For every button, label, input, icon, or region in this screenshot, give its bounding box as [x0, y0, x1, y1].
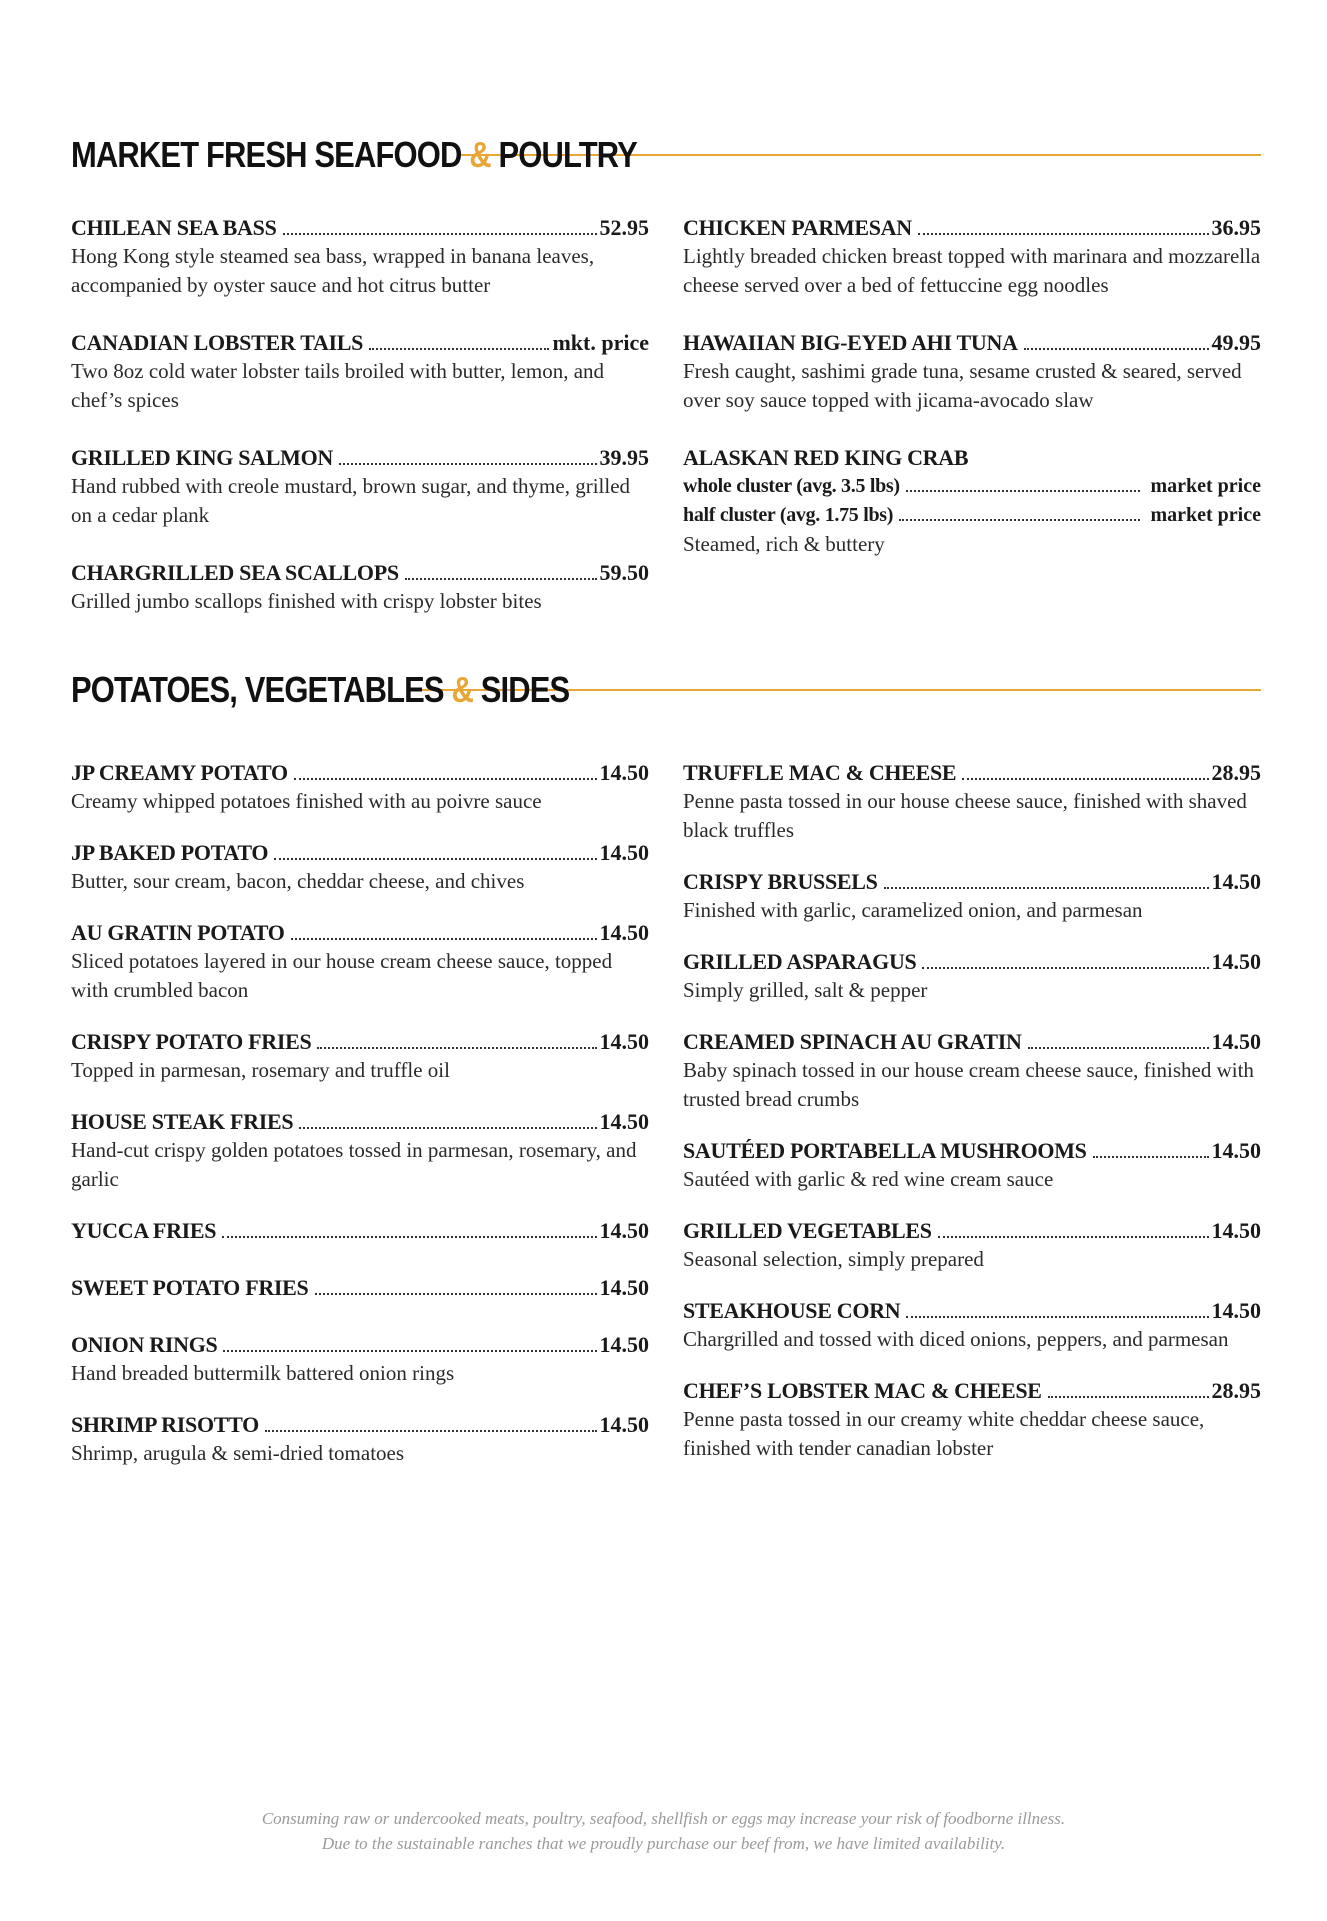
item-name: HAWAIIAN BIG-EYED AHI TUNA: [683, 330, 1018, 355]
item-price: 49.95: [1211, 330, 1261, 355]
item-description: Finished with garlic, caramelized onion, and parmesan: [683, 898, 1143, 922]
item-description: Hand-cut crispy golden potatoes tossed in parmesan, rosemary, and garlic: [71, 1138, 637, 1191]
leader-dots: [1024, 348, 1209, 350]
leader-dots: [369, 348, 549, 350]
item-price: mkt. price: [552, 330, 649, 355]
menu-item: [71, 1107, 649, 1194]
item-price: 14.50: [1211, 949, 1261, 974]
leader-dots: [291, 938, 597, 940]
menu-item-king-crab: [683, 443, 1261, 559]
item-name: AU GRATIN POTATO: [71, 920, 285, 945]
item-description: Hand rubbed with creole mustard, brown sugar, and thyme, grilled on a cedar plank: [71, 474, 631, 527]
leader-dots: [405, 578, 597, 580]
menu-item: [71, 1330, 649, 1388]
menu-item: [71, 1027, 649, 1085]
item-price: 36.95: [1211, 215, 1261, 240]
menu-item: [71, 1273, 649, 1302]
leader-dots: [274, 858, 596, 860]
seafood-right-column: [683, 213, 1261, 644]
menu-item: [71, 328, 649, 415]
seafood-left-column: [71, 213, 649, 644]
item-name: CRISPY BRUSSELS: [683, 869, 878, 894]
leader-dots: [1048, 1396, 1209, 1398]
item-name: SAUTÉED PORTABELLA MUSHROOMS: [683, 1138, 1087, 1163]
item-description: Topped in parmesan, rosemary and truffle oil: [71, 1058, 450, 1082]
item-name: HOUSE STEAK FRIES: [71, 1109, 294, 1134]
item-name: SWEET POTATO FRIES: [71, 1275, 309, 1300]
item-price: 39.95: [599, 445, 649, 470]
item-name: GRILLED KING SALMON: [71, 445, 334, 470]
seafood-section: [71, 133, 1261, 644]
menu-item: [683, 328, 1261, 415]
leader-dots: [906, 1316, 1208, 1318]
item-description: Penne pasta tossed in our house cheese sauce, finished with shaved black truffles: [683, 789, 1247, 842]
leader-dots: [294, 778, 597, 780]
item-description: Penne pasta tossed in our creamy white cheddar cheese sauce, finished with tender canadian lobster: [683, 1407, 1205, 1460]
item-name: CANADIAN LOBSTER TAILS: [71, 330, 364, 355]
item-name: YUCCA FRIES: [71, 1218, 217, 1243]
leader-dots: [299, 1127, 596, 1129]
item-description: Steamed, rich & buttery: [683, 532, 885, 556]
allergy-disclaimer: [0, 1806, 1327, 1856]
leader-dots: [265, 1430, 597, 1432]
menu-item: [71, 758, 649, 816]
item-description: Grilled jumbo scallops finished with crispy lobster bites: [71, 589, 542, 613]
item-description: Butter, sour cream, bacon, cheddar cheese, and chives: [71, 869, 525, 893]
item-name: STEAKHOUSE CORN: [683, 1298, 901, 1323]
item-name: TRUFFLE MAC & CHEESE: [683, 760, 957, 785]
item-price: 14.50: [599, 1412, 649, 1437]
menu-item: [71, 443, 649, 530]
disclaimer-line: Consuming raw or undercooked meats, poultry, seafood, shellfish or eggs may increase your risk of foodborne illness.: [261, 1809, 1066, 1828]
menu-item: [683, 1027, 1261, 1114]
leader-dots: [899, 519, 1140, 521]
sides-left-column: [71, 758, 649, 1490]
leader-dots: [339, 463, 596, 465]
leader-dots: [1093, 1156, 1209, 1158]
leader-dots: [222, 1236, 596, 1238]
menu-item: [683, 1216, 1261, 1274]
disclaimer-line: Due to the sustainable ranches that we proudly purchase our beef from, we have limited availability.: [321, 1834, 1006, 1853]
item-price: 28.95: [1211, 1378, 1261, 1403]
item-price: 14.50: [1211, 869, 1261, 894]
menu-item: [683, 1296, 1261, 1354]
item-price: 14.50: [599, 1109, 649, 1134]
item-description: Sautéed with garlic & red wine cream sauce: [683, 1167, 1054, 1191]
crab-option: [683, 501, 1261, 530]
item-price: 14.50: [599, 1218, 649, 1243]
item-description: Simply grilled, salt & pepper: [683, 978, 928, 1002]
item-description: Hong Kong style steamed sea bass, wrapped in banana leaves, accompanied by oyster sauce and hot citrus butter: [71, 244, 595, 297]
leader-dots: [317, 1047, 596, 1049]
item-name: JP CREAMY POTATO: [71, 760, 288, 785]
item-name: CHARGRILLED SEA SCALLOPS: [71, 560, 399, 585]
item-name: JP BAKED POTATO: [71, 840, 269, 865]
item-name: GRILLED ASPARAGUS: [683, 949, 917, 974]
item-price: 14.50: [599, 1332, 649, 1357]
item-price: 14.50: [599, 840, 649, 865]
menu-item: [683, 947, 1261, 1005]
menu-item: [71, 1410, 649, 1468]
menu-item: [683, 213, 1261, 300]
item-description: Creamy whipped potatoes finished with au poivre sauce: [71, 789, 542, 813]
item-name: CRISPY POTATO FRIES: [71, 1029, 312, 1054]
item-name: GRILLED VEGETABLES: [683, 1218, 932, 1243]
sides-right-column: [683, 758, 1261, 1490]
seafood-header: [71, 133, 1261, 177]
leader-dots: [906, 490, 1141, 492]
item-name: CHICKEN PARMESAN: [683, 215, 912, 240]
item-description: Chargrilled and tossed with diced onions, peppers, and parmesan: [683, 1327, 1229, 1351]
item-name: ONION RINGS: [71, 1332, 218, 1357]
item-name: ALASKAN RED KING CRAB: [683, 445, 969, 470]
item-price: 14.50: [599, 1275, 649, 1300]
leader-dots: [962, 778, 1208, 780]
leader-dots: [223, 1350, 596, 1352]
item-name: CHEF’S LOBSTER MAC & CHEESE: [683, 1378, 1042, 1403]
item-description: Two 8oz cold water lobster tails broiled with butter, lemon, and chef’s spices: [71, 359, 605, 412]
item-price: 28.95: [1211, 760, 1261, 785]
item-description: Fresh caught, sashimi grade tuna, sesame crusted & seared, served over soy sauce topped with jicama-avocado slaw: [683, 359, 1242, 412]
item-price: 14.50: [1211, 1298, 1261, 1323]
menu-item: [71, 918, 649, 1005]
item-description: Baby spinach tossed in our house cream cheese sauce, finished with trusted bread crumbs: [683, 1058, 1254, 1111]
item-description: Hand breaded buttermilk battered onion rings: [71, 1361, 455, 1385]
ampersand: &: [451, 669, 473, 710]
item-price: 14.50: [599, 920, 649, 945]
option-label: whole cluster (avg. 3.5 lbs): [683, 475, 900, 497]
leader-dots: [922, 967, 1208, 969]
leader-dots: [938, 1236, 1209, 1238]
menu-item: [71, 838, 649, 896]
item-description: Shrimp, arugula & semi-dried tomatoes: [71, 1441, 405, 1465]
item-price: 14.50: [1211, 1029, 1261, 1054]
item-name: SHRIMP RISOTTO: [71, 1412, 259, 1437]
menu-item: [683, 758, 1261, 845]
option-label: half cluster (avg. 1.75 lbs): [683, 504, 894, 526]
item-price: 14.50: [1211, 1138, 1261, 1163]
menu-item: [71, 1216, 649, 1245]
item-price: 52.95: [599, 215, 649, 240]
item-price: 14.50: [599, 760, 649, 785]
leader-dots: [884, 887, 1209, 889]
option-price: market price: [1150, 475, 1261, 497]
option-price: market price: [1150, 504, 1261, 526]
item-name: CREAMED SPINACH AU GRATIN: [683, 1029, 1022, 1054]
sides-section: [71, 668, 1261, 1490]
menu-item: [71, 213, 649, 300]
ampersand: &: [469, 134, 491, 175]
item-price: 14.50: [1211, 1218, 1261, 1243]
item-price: 59.50: [599, 560, 649, 585]
crab-option: [683, 472, 1261, 501]
sides-title: POTATOES, VEGETABLES & SIDES: [71, 669, 570, 710]
item-price: 14.50: [599, 1029, 649, 1054]
item-description: Seasonal selection, simply prepared: [683, 1247, 984, 1271]
menu-item: [71, 558, 649, 616]
item-description: Lightly breaded chicken breast topped with marinara and mozzarella cheese served over a bed of fettuccine egg noodles: [683, 244, 1261, 297]
sides-header: [71, 668, 1261, 712]
item-name: CHILEAN SEA BASS: [71, 215, 277, 240]
leader-dots: [315, 1293, 597, 1295]
menu-item: [683, 1136, 1261, 1194]
leader-dots: [1028, 1047, 1209, 1049]
leader-dots: [918, 233, 1209, 235]
item-description: Sliced potatoes layered in our house cream cheese sauce, topped with crumbled bacon: [71, 949, 613, 1002]
leader-dots: [283, 233, 597, 235]
menu-item: [683, 867, 1261, 925]
seafood-title: MARKET FRESH SEAFOOD & POULTRY: [71, 134, 637, 175]
menu-item: [683, 1376, 1261, 1463]
